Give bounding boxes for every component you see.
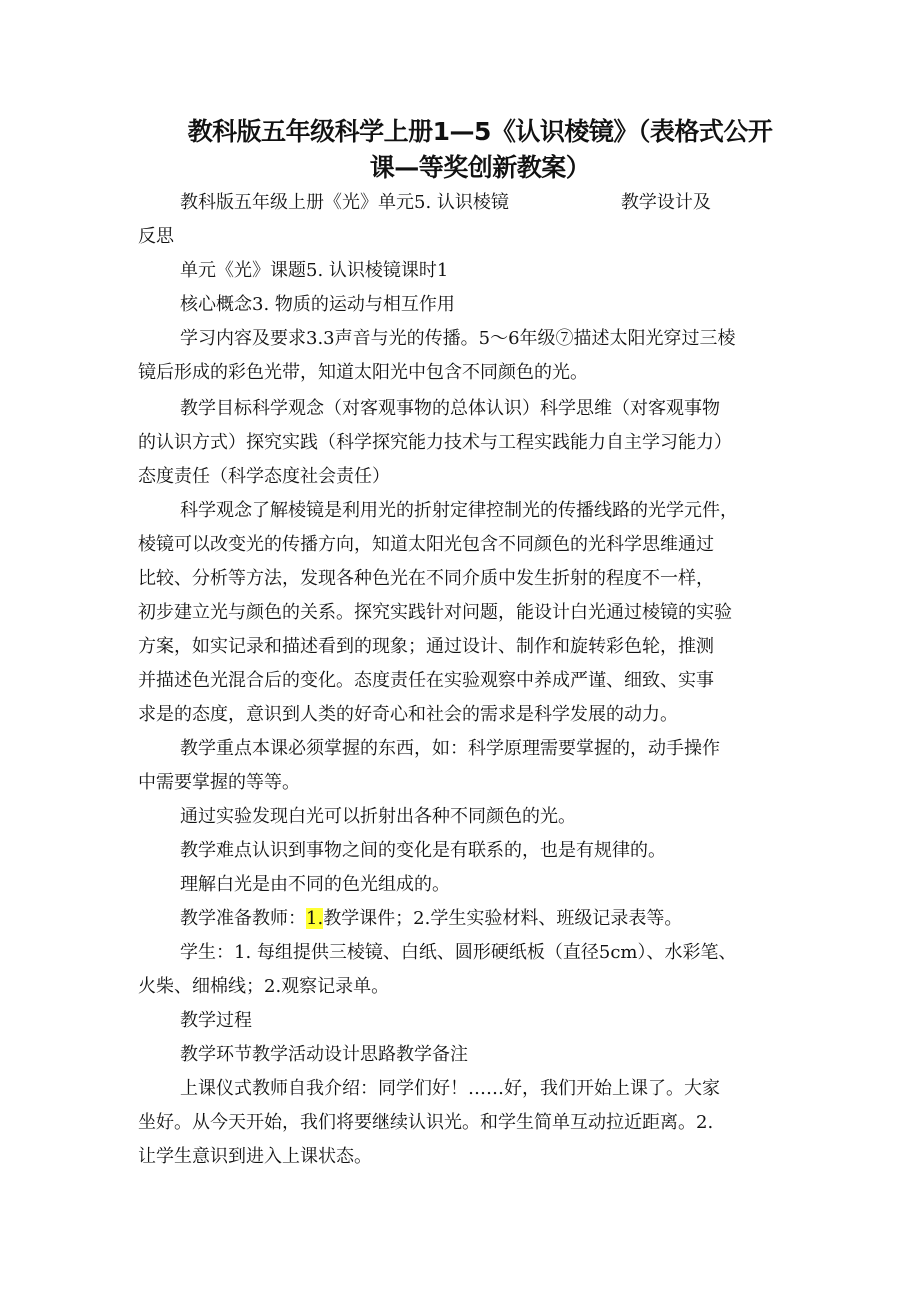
prep-students-line: 火柴、细棉线；2.观察记录单。	[138, 976, 390, 997]
table-header-line: 教学环节教学活动设计思路教学备注	[180, 1044, 468, 1065]
learning-content-line: 镜后形成的彩色光带，知道太阳光中包含不同颜色的光。	[138, 362, 588, 383]
prep-teacher-line	[180, 904, 682, 934]
process-heading: 教学过程	[180, 1010, 252, 1031]
key-point-detail: 通过实验发现白光可以折射出各种不同颜色的光。	[180, 806, 576, 827]
class-ritual-line: 坐好。从今天开始，我们将要继续认识光。和学生简单互动拉近距离。2.	[138, 1112, 714, 1133]
science-concept-line: 棱镜可以改变光的传播方向，知道太阳光包含不同颜色的光科学思维通过	[138, 534, 714, 555]
intro-text: 教科版五年级上册《光》单元5. 认识棱镜	[180, 192, 509, 213]
science-concept-line: 求是的态度，意识到人类的好奇心和社会的需求是科学发展的动力。	[138, 704, 678, 725]
difficulty-detail: 理解白光是由不同的色光组成的。	[180, 874, 450, 895]
objectives-line: 教学目标科学观念（对客观事物的总体认识）科学思维（对客观事物	[180, 398, 720, 419]
science-concept-line: 初步建立光与颜色的关系。探究实践针对问题，能设计白光通过棱镜的实验	[138, 602, 732, 623]
highlighted-number: 1.	[306, 908, 324, 929]
unit-line: 单元《光》课题5. 认识棱镜课时1	[180, 260, 449, 281]
intro-design-label: 教学设计及	[620, 192, 711, 213]
class-ritual-line: 上课仪式教师自我介绍：同学们好！……好，我们开始上课了。大家	[180, 1078, 720, 1099]
intro-line	[180, 188, 711, 218]
document-title-line-2: 课—等奖创新教案）	[369, 153, 591, 182]
science-concept-line: 科学观念了解棱镜是利用光的折射定律控制光的传播线路的光学元件，	[180, 500, 738, 521]
science-concept-line: 并描述色光混合后的变化。态度责任在实验观察中养成严谨、细致、实事	[138, 670, 714, 691]
prep-teacher-label: 教学准备教师：	[180, 908, 306, 929]
science-concept-line: 方案，如实记录和描述看到的现象；通过设计、制作和旋转彩色轮，推测	[138, 636, 714, 657]
objectives-line: 态度责任（科学态度社会责任）	[138, 466, 390, 487]
science-concept-line: 比较、分析等方法，发现各种色光在不同介质中发生折射的程度不一样，	[138, 568, 714, 589]
objectives-line: 的认识方式）探究实践（科学探究能力技术与工程实践能力自主学习能力）	[138, 432, 732, 453]
key-points-line: 教学重点本课必须掌握的东西，如：科学原理需要掌握的，动手操作	[180, 738, 720, 759]
learning-content-line: 学习内容及要求3.3声音与光的传播。5～6年级⑦描述太阳光穿过三棱	[180, 328, 736, 349]
key-points-line: 中需要掌握的等等。	[138, 772, 300, 793]
prep-teacher-items: 教学课件；2.学生实验材料、班级记录表等。	[323, 908, 683, 929]
class-ritual-line: 让学生意识到进入上课状态。	[138, 1146, 372, 1167]
document-title-line-1: 教科版五年级科学上册1—5《认识棱镜》（表格式公开	[187, 117, 773, 146]
core-concept-line: 核心概念3. 物质的运动与相互作用	[180, 294, 455, 315]
prep-students-line: 学生：1. 每组提供三棱镜、白纸、圆形硬纸板（直径5cm）、水彩笔、	[180, 942, 737, 963]
difficulty-line: 教学难点认识到事物之间的变化是有联系的，也是有规律的。	[180, 840, 666, 861]
intro-continuation: 反思	[138, 226, 174, 247]
